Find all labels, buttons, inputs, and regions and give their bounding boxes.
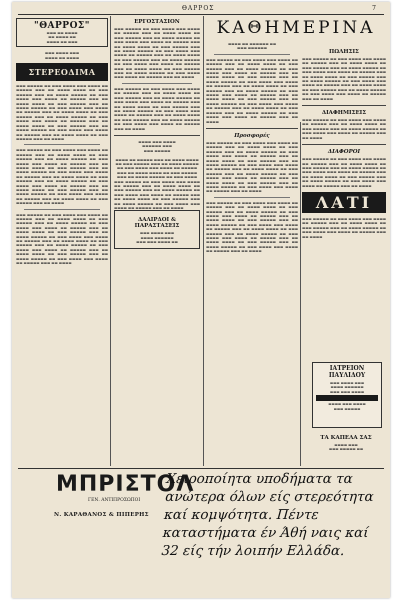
text-block: ▬▬▬ ▬▬▬▬▬ ▬▬ ▬▬▬ ▬▬▬▬ ▬▬▬ ▬▬▬▬ ▬▬ ▬▬▬▬▬ ▬▬▬ ▬▬ ▬▬▬▬ ▬▬▬▬ ▬▬ ▬▬▬ ▬▬▬▬▬ ▬▬▬ ▬▬ ▬▬▬▬ ▬▬▬▬▬ ▬▬ ▬▬▬ ▬▬▬▬ ▬▬▬ ▬▬▬▬ ▬▬ ▬▬▬▬▬ ▬▬▬ ▬▬ ▬▬▬▬ ▬▬▬▬ ▬▬ ▬▬▬ ▬▬▬▬▬ ▬▬▬ ▬▬ ▬▬▬▬ ▬▬▬▬▬ ▬▬ ▬▬▬ ▬▬▬▬ ▬▬▬ ▬▬▬▬ ▬▬ ▬▬▬▬▬ ▬▬▬ ▬▬ ▬▬▬▬ ▬▬▬▬ ▬▬ ▬▬▬ ▬▬▬▬▬ ▬▬▬ ▬▬ ▬▬▬▬ ▬▬▬▬▬ ▬▬ ▬▬▬ ▬▬▬▬ ▬▬▬ ▬▬▬▬ ▬▬ ▬▬▬▬▬ ▬▬▬ ▬▬ ▬▬▬▬ xyxy=(302,57,386,101)
column-1 xyxy=(16,16,108,265)
text-block: ▬▬▬ ▬▬▬▬▬ ▬▬ ▬▬▬ ▬▬▬▬ ▬▬▬ ▬▬▬▬ ▬▬ ▬▬▬▬▬ ▬▬▬ ▬▬ ▬▬▬▬ ▬▬▬▬ ▬▬ ▬▬▬ ▬▬▬▬▬ ▬▬▬ ▬▬ ▬▬▬▬ ▬▬▬▬▬ ▬▬ ▬▬▬ ▬▬▬▬ ▬▬▬ ▬▬▬▬ ▬▬ ▬▬▬▬▬ ▬▬▬ ▬▬ ▬▬▬▬ ▬▬▬▬ ▬▬ ▬▬▬ ▬▬▬▬▬ ▬▬▬ ▬▬ ▬▬▬▬ ▬▬▬▬▬ ▬▬ ▬▬▬ ▬▬▬▬ ▬▬▬ ▬▬▬▬ ▬▬ ▬▬▬▬▬ ▬▬▬ ▬▬ ▬▬▬▬ ▬▬▬▬ ▬▬ ▬▬▬ ▬▬▬▬▬ ▬▬▬ ▬▬ ▬▬▬▬ ▬▬▬▬▬ ▬▬ ▬▬▬ ▬▬▬▬ ▬▬▬ ▬▬▬▬ ▬▬ ▬▬▬▬▬ ▬▬▬ ▬▬ ▬▬▬▬ ▬▬▬▬ ▬▬ ▬▬▬ ▬▬▬▬▬ ▬▬▬ ▬▬ ▬▬▬▬ ▬▬▬▬▬ ▬▬ ▬▬▬ ▬▬▬▬ ▬▬▬ ▬▬▬▬ ▬▬ ▬▬▬▬▬ ▬▬▬ ▬▬ ▬▬▬▬ xyxy=(16,212,108,266)
column-2 xyxy=(114,16,200,249)
header-rule xyxy=(18,14,384,15)
divider xyxy=(206,128,298,129)
bristol-owners: Ν. ΚΑΡΑΘΑΝΟΣ & ΠΙΠΕΡΗΣ xyxy=(54,512,149,518)
section-heading: ΔΙΑΦΗΜΙΣΕΙΣ xyxy=(321,110,367,117)
ad-bar xyxy=(316,395,378,401)
text-block: ▬▬▬ ▬▬▬▬ ▬▬▬ ▬▬▬▬ ▬▬▬▬▬▬ ▬▬▬ ▬▬▬ ▬▬▬▬ xyxy=(329,381,365,394)
text-block: ▬▬▬ ▬▬▬▬▬ ▬▬ ▬▬▬ ▬▬▬▬ ▬▬▬ ▬▬▬▬ ▬▬ ▬▬▬▬▬ ▬▬▬ ▬▬ ▬▬▬▬ ▬▬▬▬ ▬▬ ▬▬▬ ▬▬▬▬▬ ▬▬▬ ▬▬ ▬▬▬▬ ▬▬▬▬▬ ▬▬ ▬▬▬ ▬▬▬▬ ▬▬▬ ▬▬▬▬ ▬▬ ▬▬▬▬▬ ▬▬▬ ▬▬ ▬▬▬▬ ▬▬▬▬ ▬▬ ▬▬▬ ▬▬▬▬▬ ▬▬▬ ▬▬ ▬▬▬▬ ▬▬▬▬▬ ▬▬ ▬▬▬ ▬▬▬▬ ▬▬▬ ▬▬▬▬ ▬▬ ▬▬▬▬▬ ▬▬▬ ▬▬ ▬▬▬▬ ▬▬▬▬ ▬▬ ▬▬▬ ▬▬▬▬▬ ▬▬▬ ▬▬ ▬▬▬▬ ▬▬▬▬▬ ▬▬ ▬▬▬ ▬▬▬▬ ▬▬▬ ▬▬▬▬ ▬▬ ▬▬▬▬▬ ▬▬▬ ▬▬ ▬▬▬▬ ▬▬▬▬ ▬▬ ▬▬▬ ▬▬▬▬▬ ▬▬▬ ▬▬ ▬▬▬▬ ▬▬▬▬▬ ▬▬ ▬▬▬ ▬▬▬▬ ▬▬▬ ▬▬▬▬ ▬▬ ▬▬▬▬▬ ▬▬▬ ▬▬ ▬▬▬▬ ▬▬▬▬ ▬▬ ▬▬▬ ▬▬▬▬▬ ▬▬▬ ▬▬ ▬▬▬▬ xyxy=(16,84,108,141)
column-3 xyxy=(206,42,298,254)
column-divider xyxy=(300,122,301,466)
section-heading: ΔΙΑΦΟΡΟΙ xyxy=(327,149,361,156)
hats-heading: ΤΑ ΚΑΠΕΛΑ ΣΑΣ xyxy=(320,435,372,441)
text-block: ▬▬▬ ▬▬▬▬▬ ▬▬ ▬▬▬ ▬▬▬▬ ▬▬▬ ▬▬▬▬ ▬▬ ▬▬▬▬▬ ▬▬▬ ▬▬ ▬▬▬▬ ▬▬▬▬ ▬▬ ▬▬▬ ▬▬▬▬▬ ▬▬▬ ▬▬ ▬▬▬▬ ▬▬▬▬▬ ▬▬ ▬▬▬ ▬▬▬▬ ▬▬▬ ▬▬▬▬ ▬▬ ▬▬▬▬▬ ▬▬▬ ▬▬ ▬▬▬▬ ▬▬▬▬ ▬▬ ▬▬▬ ▬▬▬▬▬ ▬▬▬ ▬▬ ▬▬▬▬ ▬▬▬▬▬ ▬▬ ▬▬▬ ▬▬▬▬ ▬▬▬ ▬▬▬▬ ▬▬ ▬▬▬▬▬ ▬▬▬ ▬▬ ▬▬▬▬ ▬▬▬▬ ▬▬ ▬▬▬ ▬▬▬▬▬ ▬▬▬ ▬▬ ▬▬▬▬ ▬▬▬▬▬ ▬▬ ▬▬▬ ▬▬▬▬ ▬▬▬ ▬▬▬▬ ▬▬ ▬▬▬▬▬ ▬▬▬ ▬▬ ▬▬▬▬ ▬▬▬▬ ▬▬ ▬▬▬ ▬▬▬▬▬ ▬▬▬ ▬▬ ▬▬▬▬ ▬▬▬▬▬ ▬▬ ▬▬▬ ▬▬▬▬ ▬▬▬ ▬▬▬▬ ▬▬ ▬▬▬▬▬ ▬▬▬ ▬▬ ▬▬▬▬ ▬▬▬▬ ▬▬ ▬▬▬ ▬▬▬▬▬ ▬▬▬ ▬▬ ▬▬▬▬ ▬▬▬▬▬ ▬▬ ▬▬▬ ▬▬▬▬ ▬▬▬ ▬▬▬▬ ▬▬ ▬▬▬▬▬ ▬▬▬ ▬▬ ▬▬▬▬ xyxy=(206,57,298,124)
divider xyxy=(214,197,290,198)
bristol-subtitle: ΓΕΝ. ΑΝΤΙΠΡΟΣΩΠΟΙ xyxy=(88,498,141,503)
header-title: ΘΑΡΡΟΣ xyxy=(182,5,215,12)
divider xyxy=(114,135,200,136)
text-block: ▬▬▬▬ ▬▬▬ ▬▬▬▬ ▬▬▬▬▬▬ ▬▬▬ ▬▬▬ ▬▬▬▬▬ ▬▬▬▬ ▬▬ ▬▬▬▬▬ ▬▬▬ ▬▬ ▬▬▬▬ ▬▬▬▬ ▬▬ ▬▬▬ ▬▬▬▬▬ ▬▬▬ ▬▬ ▬▬▬▬ ▬▬▬▬▬ ▬▬ ▬▬▬ ▬▬▬▬ ▬▬▬ ▬▬▬▬ ▬▬ ▬▬▬▬▬ ▬▬▬ ▬▬ ▬▬▬▬ ▬▬▬▬ ▬▬ ▬▬▬ ▬▬▬▬▬ ▬▬▬ ▬▬ ▬▬▬▬ ▬▬▬▬▬ ▬▬ ▬▬▬ ▬▬▬▬ xyxy=(115,139,199,180)
text-block: ▬▬▬ ▬▬▬▬▬ ▬▬ ▬▬▬ ▬▬▬▬ ▬▬▬ ▬▬▬▬ ▬▬ ▬▬▬▬▬ ▬▬▬ ▬▬ ▬▬▬▬ ▬▬▬▬ ▬▬ ▬▬▬ ▬▬▬▬▬ ▬▬▬ ▬▬ ▬▬▬▬ ▬▬▬▬▬ ▬▬ ▬▬▬ ▬▬▬▬ ▬▬▬ ▬▬▬▬ ▬▬ ▬▬▬▬▬ ▬▬▬ ▬▬ ▬▬▬▬ ▬▬▬▬ ▬▬ ▬▬▬ ▬▬▬▬▬ ▬▬▬ ▬▬ ▬▬▬▬ ▬▬▬▬▬ ▬▬ ▬▬▬ ▬▬▬▬ ▬▬▬ ▬▬▬▬ ▬▬ ▬▬▬▬▬ ▬▬▬ ▬▬ ▬▬▬▬ ▬▬▬▬ ▬▬ ▬▬▬ ▬▬▬▬▬ ▬▬▬ ▬▬ ▬▬▬▬ ▬▬▬▬▬ ▬▬ ▬▬▬ ▬▬▬▬ ▬▬▬ ▬▬▬▬ ▬▬ ▬▬▬▬▬ ▬▬▬ ▬▬ ▬▬▬▬ xyxy=(114,86,200,131)
text-block: ▬▬▬▬ ▬▬▬ ▬▬▬ ▬▬▬▬▬ ▬▬ xyxy=(328,443,364,452)
divider xyxy=(24,144,100,145)
divider xyxy=(302,105,386,106)
column-divider xyxy=(110,16,111,466)
text-block: ▬▬▬ ▬▬▬▬▬ ▬▬ ▬▬▬ ▬▬▬▬ ▬▬▬ ▬▬▬▬ ▬▬ ▬▬▬▬▬ ▬▬▬ ▬▬ ▬▬▬▬ ▬▬▬▬ ▬▬ ▬▬▬ ▬▬▬▬▬ ▬▬▬ ▬▬ ▬▬▬▬ ▬▬▬▬▬ ▬▬ ▬▬▬ ▬▬▬▬ ▬▬▬ ▬▬▬▬ ▬▬ ▬▬▬▬▬ ▬▬▬ ▬▬ ▬▬▬▬ ▬▬▬▬ ▬▬ ▬▬▬ ▬▬▬▬▬ ▬▬▬ ▬▬ ▬▬▬▬ ▬▬▬▬▬ ▬▬ ▬▬▬ ▬▬▬▬ ▬▬▬ ▬▬▬▬ ▬▬ ▬▬▬▬▬ ▬▬▬ ▬▬ ▬▬▬▬ ▬▬▬▬ ▬▬ ▬▬▬ ▬▬▬▬▬ ▬▬▬ ▬▬ ▬▬▬▬ ▬▬▬▬▬ ▬▬ ▬▬▬ ▬▬▬▬ ▬▬▬ ▬▬▬▬ ▬▬ ▬▬▬▬▬ ▬▬▬ ▬▬ ▬▬▬▬ ▬▬▬▬ ▬▬ ▬▬▬ ▬▬▬▬▬ ▬▬▬ ▬▬ ▬▬▬▬ ▬▬▬▬▬ ▬▬ ▬▬▬ ▬▬▬▬ ▬▬▬ ▬▬▬▬ ▬▬ ▬▬▬▬▬ ▬▬▬ ▬▬ ▬▬▬▬ xyxy=(206,140,298,194)
page-header xyxy=(12,4,390,14)
text-block: ▬▬▬ ▬▬▬▬▬ ▬▬ ▬▬▬ ▬▬▬▬ ▬▬▬ ▬▬▬▬ ▬▬ ▬▬▬▬▬ ▬▬▬ ▬▬ ▬▬▬▬ ▬▬▬▬ ▬▬ ▬▬▬ ▬▬▬▬▬ ▬▬▬ ▬▬ ▬▬▬▬ ▬▬▬▬▬ ▬▬ ▬▬▬ ▬▬▬▬ ▬▬▬ ▬▬▬▬ ▬▬ ▬▬▬▬▬ ▬▬▬ ▬▬ ▬▬▬▬ ▬▬▬▬ ▬▬ ▬▬▬ ▬▬▬▬▬ ▬▬▬ ▬▬ ▬▬▬▬ ▬▬▬▬▬ ▬▬ ▬▬▬ ▬▬▬▬ ▬▬▬ ▬▬▬▬ ▬▬ ▬▬▬▬▬ ▬▬▬ ▬▬ ▬▬▬▬ ▬▬▬▬ ▬▬ ▬▬▬ ▬▬▬▬▬ ▬▬▬ ▬▬ ▬▬▬▬ ▬▬▬▬▬ ▬▬ ▬▬▬ ▬▬▬▬ ▬▬▬ ▬▬▬▬ ▬▬ ▬▬▬▬▬ ▬▬▬ ▬▬ ▬▬▬▬ ▬▬▬▬ ▬▬ ▬▬▬ ▬▬▬▬▬ ▬▬▬ ▬▬ ▬▬▬▬ ▬▬▬▬▬ ▬▬ ▬▬▬ ▬▬▬▬ ▬▬▬ ▬▬▬▬ ▬▬ ▬▬▬▬▬ ▬▬▬ ▬▬ ▬▬▬▬ ▬▬▬▬ ▬▬ ▬▬▬ ▬▬▬▬▬ ▬▬▬ ▬▬ ▬▬▬▬ xyxy=(16,148,108,206)
clinic-ad-box xyxy=(312,362,382,428)
section-heading: ΠΩΛΗΣΙΣ xyxy=(329,49,359,55)
bristol-brand: ΜΠΡΙΣΤΟΛ xyxy=(56,472,195,497)
divider xyxy=(122,83,192,84)
text-block: ▬▬▬ ▬▬▬▬▬ ▬▬ ▬▬▬ ▬▬▬▬ ▬▬▬ ▬▬▬▬ ▬▬ ▬▬▬▬▬ ▬▬▬ ▬▬ ▬▬▬▬ ▬▬▬▬ ▬▬ ▬▬▬ ▬▬▬▬▬ ▬▬▬ ▬▬ ▬▬▬▬ ▬▬▬▬▬ ▬▬ ▬▬▬ ▬▬▬▬ ▬▬▬ ▬▬▬▬ ▬▬ ▬▬▬▬▬ ▬▬▬ ▬▬ ▬▬▬▬ ▬▬▬▬ ▬▬ ▬▬▬ ▬▬▬▬▬ ▬▬▬ ▬▬ ▬▬▬▬ ▬▬▬▬▬ ▬▬ ▬▬▬ ▬▬▬▬ ▬▬▬ ▬▬▬▬ ▬▬ ▬▬▬▬▬ ▬▬▬ ▬▬ ▬▬▬▬ xyxy=(114,179,200,211)
text-block: ▬▬▬ ▬▬▬▬ ▬▬▬ ▬▬▬▬ ▬▬▬▬▬▬ ▬▬▬ ▬▬▬ ▬▬▬▬ ▬▬ xyxy=(136,231,178,245)
stereodima-banner: ΣΤΕΡΕΟΔΙΜΑ xyxy=(16,63,108,81)
hats-box xyxy=(312,432,380,452)
masthead-title: ΚΑΘΗΜΕΡΙΝΑ xyxy=(216,18,376,38)
section-heading: ΕΡΓΟΣΤΑΣΙΟΝ xyxy=(134,19,180,25)
text-block: ▬▬▬ ▬▬▬▬▬ ▬▬ ▬▬▬ ▬▬▬▬ ▬▬▬ ▬▬▬▬ ▬▬ ▬▬▬▬▬ ▬▬▬ ▬▬ ▬▬▬▬ ▬▬▬▬ ▬▬ ▬▬▬ ▬▬▬▬▬ ▬▬▬ ▬▬ ▬▬▬▬ ▬▬▬▬▬ ▬▬ ▬▬▬ ▬▬▬▬ ▬▬▬ ▬▬▬▬ ▬▬ ▬▬▬▬▬ ▬▬▬ ▬▬ ▬▬▬▬ ▬▬▬▬ ▬▬ ▬▬▬ ▬▬▬▬▬ ▬▬▬ ▬▬ ▬▬▬▬ ▬▬▬▬▬ ▬▬ ▬▬▬ ▬▬▬▬ ▬▬▬ ▬▬▬▬ ▬▬ ▬▬▬▬▬ ▬▬▬ ▬▬ ▬▬▬▬ ▬▬▬▬ ▬▬ ▬▬▬ ▬▬▬▬▬ ▬▬▬ ▬▬ ▬▬▬▬ ▬▬▬▬▬ ▬▬ ▬▬▬ ▬▬▬▬ ▬▬▬ ▬▬▬▬ ▬▬ ▬▬▬▬▬ ▬▬▬ ▬▬ ▬▬▬▬ ▬▬▬▬ ▬▬ ▬▬▬ ▬▬▬▬▬ ▬▬▬ ▬▬ ▬▬▬▬ ▬▬▬▬▬ ▬▬ ▬▬▬ ▬▬▬▬ ▬▬▬ ▬▬▬▬ ▬▬ ▬▬▬▬▬ ▬▬▬ ▬▬ ▬▬▬▬ xyxy=(114,27,200,80)
theatre-ad-title: ΔΑΛΙΡΔΟΙ & ΠΑΡΑΣΤΑΣΕΙΣ xyxy=(134,217,180,230)
text-block: ▬▬▬▬ ▬▬▬ ▬▬▬▬ ▬▬▬ ▬▬▬▬▬ xyxy=(328,402,366,411)
divider xyxy=(302,144,386,145)
text-block: ▬▬▬ ▬▬▬▬▬ ▬▬ ▬▬▬ ▬▬▬▬ ▬▬▬ ▬▬▬▬ ▬▬ ▬▬▬▬▬ ▬▬▬ ▬▬ ▬▬▬▬ ▬▬▬▬ ▬▬ ▬▬▬ ▬▬▬▬▬ ▬▬▬ ▬▬ ▬▬▬▬ ▬▬▬▬▬ ▬▬ ▬▬▬ ▬▬▬▬ ▬▬▬ ▬▬▬▬ ▬▬ ▬▬▬▬▬ ▬▬▬ ▬▬ ▬▬▬▬ xyxy=(302,216,386,239)
rule-caption: Προσφορές xyxy=(234,132,270,139)
newspaper-page xyxy=(12,2,390,598)
ad-rule xyxy=(18,468,384,469)
bristol-slogan: Χειροποίητα υποδήματα τα ανώτερα όλων είς στερεότητα καί κομψότητα. Πέντε καταστήματα έν Άθή ναις καί 32 είς τήν λοιπήν Ελλάδα. xyxy=(160,471,375,559)
tharros-box xyxy=(16,18,108,47)
divider xyxy=(214,54,290,55)
page-number: 7 xyxy=(372,5,376,12)
theatre-ad-box xyxy=(114,210,200,248)
text-block: ▬▬▬ ▬▬▬▬▬ ▬▬ ▬▬▬ ▬▬▬▬ ▬▬▬ ▬▬▬▬ ▬▬ ▬▬▬▬▬ ▬▬▬ ▬▬ ▬▬▬▬ ▬▬▬▬ ▬▬ ▬▬▬ ▬▬▬▬▬ ▬▬▬ ▬▬ ▬▬▬▬ ▬▬▬▬▬ ▬▬ ▬▬▬ ▬▬▬▬ ▬▬▬ ▬▬▬▬ ▬▬ ▬▬▬▬▬ ▬▬▬ ▬▬ ▬▬▬▬ ▬▬▬▬ ▬▬ ▬▬▬ ▬▬▬▬▬ ▬▬▬ ▬▬ ▬▬▬▬ ▬▬▬▬▬ ▬▬ ▬▬▬ ▬▬▬▬ ▬▬▬ ▬▬▬▬ ▬▬ ▬▬▬▬▬ ▬▬▬ ▬▬ ▬▬▬▬ xyxy=(302,157,386,188)
column-divider xyxy=(203,16,204,466)
text-block: ▬▬▬▬ ▬▬ ▬▬▬▬▬▬ ▬▬ ▬▬▬ ▬▬▬▬▬▬ xyxy=(227,42,277,51)
tharros-title: "ΘΑΡΡΟΣ" xyxy=(34,21,90,31)
clinic-ad-title: ΙΑΤΡΕΙΟΝ ΠΑΥΛΙΔΟΥ xyxy=(328,365,366,379)
text-block: ▬▬▬ ▬▬▬▬▬ ▬▬ ▬▬▬ ▬▬▬▬ ▬▬▬ ▬▬▬▬ ▬▬ ▬▬▬▬▬ ▬▬▬ ▬▬ ▬▬▬▬ ▬▬▬▬ ▬▬ ▬▬▬ ▬▬▬▬▬ ▬▬▬ ▬▬ ▬▬▬▬ ▬▬▬▬▬ ▬▬ ▬▬▬ ▬▬▬▬ ▬▬▬ ▬▬▬▬ ▬▬ ▬▬▬▬▬ ▬▬▬ ▬▬ ▬▬▬▬ xyxy=(302,118,386,140)
text-block: ▬▬▬ ▬▬▬▬▬ ▬▬ ▬▬▬ ▬▬▬▬ ▬▬▬ ▬▬▬▬ ▬▬ ▬▬▬▬▬ ▬▬▬ ▬▬ ▬▬▬▬ ▬▬▬▬ ▬▬ ▬▬▬ ▬▬▬▬▬ ▬▬▬ ▬▬ ▬▬▬▬ ▬▬▬▬▬ ▬▬ ▬▬▬ ▬▬▬▬ ▬▬▬ ▬▬▬▬ ▬▬ ▬▬▬▬▬ ▬▬▬ ▬▬ ▬▬▬▬ ▬▬▬▬ ▬▬ ▬▬▬ ▬▬▬▬▬ ▬▬▬ ▬▬ ▬▬▬▬ ▬▬▬▬▬ ▬▬ ▬▬▬ ▬▬▬▬ ▬▬▬ ▬▬▬▬ ▬▬ ▬▬▬▬▬ ▬▬▬ ▬▬ ▬▬▬▬ ▬▬▬▬ ▬▬ ▬▬▬ ▬▬▬▬▬ ▬▬▬ ▬▬ ▬▬▬▬ ▬▬▬▬▬ ▬▬ ▬▬▬ ▬▬▬▬ ▬▬▬ ▬▬▬▬ ▬▬ ▬▬▬▬▬ ▬▬▬ ▬▬ ▬▬▬▬ ▬▬▬▬ ▬▬ ▬▬▬ ▬▬▬▬▬ ▬▬▬ ▬▬ ▬▬▬▬ ▬▬▬▬▬ ▬▬ ▬▬▬ ▬▬▬▬ ▬▬▬ ▬▬▬▬ ▬▬ ▬▬▬▬▬ ▬▬▬ ▬▬ ▬▬▬▬ xyxy=(206,200,298,254)
text-block: ▬▬▬ ▬▬ ▬▬▬▬ ▬▬ ▬▬▬▬ ▬▬ ▬▬▬▬ ▬▬ ▬▬▬ xyxy=(46,31,78,44)
column-4 xyxy=(302,46,386,239)
text-block: ▬▬▬ ▬▬▬▬ ▬▬▬ ▬▬▬▬ ▬▬ ▬▬▬▬ xyxy=(44,51,80,60)
divider xyxy=(24,209,100,210)
lati-banner: ΛΑΤΙ xyxy=(302,192,386,213)
